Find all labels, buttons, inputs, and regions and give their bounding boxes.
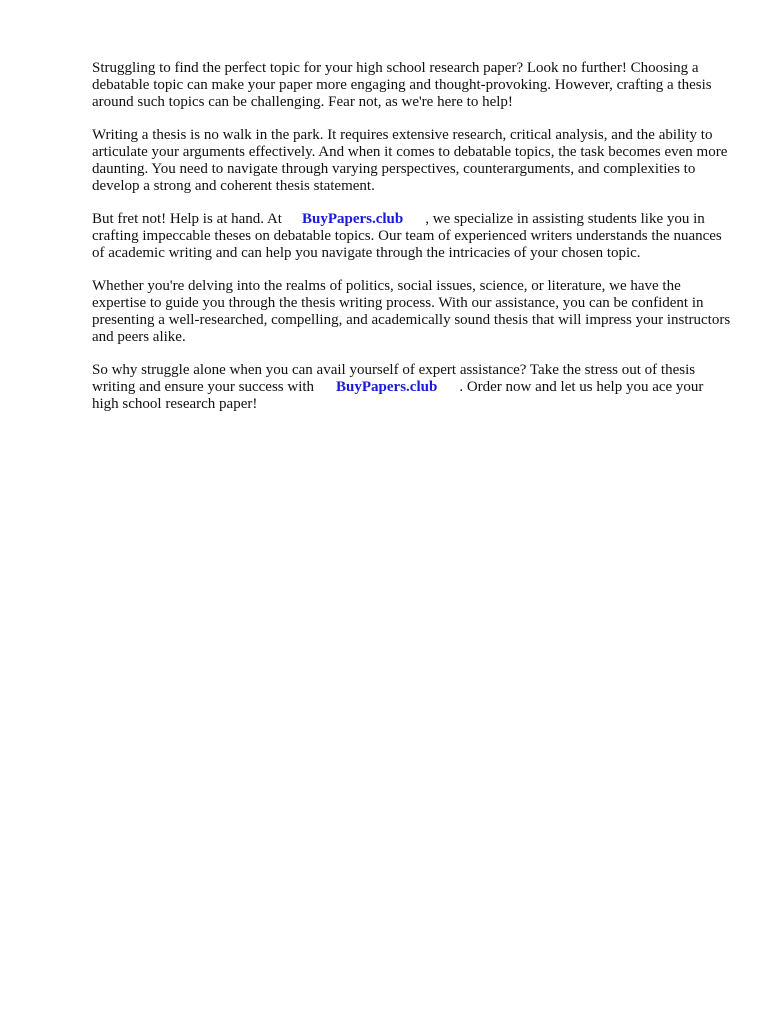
paragraph-closing-text-after: . Order now and let us help you ace your high school research paper! xyxy=(92,379,704,412)
paragraph-expertise: Whether you're delving into the realms of politics, social issues, science, or literature, we have the expertise to guide you through the thesis writing process. With our assistance, you can be confident in presenting a well-researched, compelling, and academically sound thesis that will impress your instructors and peers alike. xyxy=(92,278,731,345)
document-body xyxy=(92,60,732,429)
paragraph-closing xyxy=(92,362,732,413)
paragraph-thesis-challenge: Writing a thesis is no walk in the park. It requires extensive research, critical analysis, and the ability to articulate your arguments effectively. And when it comes to debatable topics, the task becomes even more daunting. You need to navigate through varying perspectives, counterarguments, and complexities to develop a strong and coherent thesis statement. xyxy=(92,127,728,194)
paragraph-help-text-after: , we specialize in assisting students like you in crafting impeccable theses on debatable topics. Our team of experienced writers understands the nuances of academic writing and can help you navigate through the intricacies of your chosen topic. xyxy=(92,211,722,261)
paragraph-intro: Struggling to find the perfect topic for your high school research paper? Look no further! Choosing a debatable topic can make your paper more engaging and thought-provoking. However, crafting a thesis around such topics can be challenging. Fear not, as we're here to help! xyxy=(92,60,712,110)
paragraph-help-text-before: But fret not! Help is at hand. At xyxy=(92,211,282,227)
buypapers-link-second[interactable]: BuyPapers.club xyxy=(336,379,438,395)
buypapers-link-first[interactable]: BuyPapers.club xyxy=(301,211,404,227)
paragraph-closing-text-before: So why struggle alone when you can avail yourself of expert assistance? Take the stress out of thesis writing and ensure your success with xyxy=(92,362,696,395)
paragraph-help xyxy=(92,211,732,262)
